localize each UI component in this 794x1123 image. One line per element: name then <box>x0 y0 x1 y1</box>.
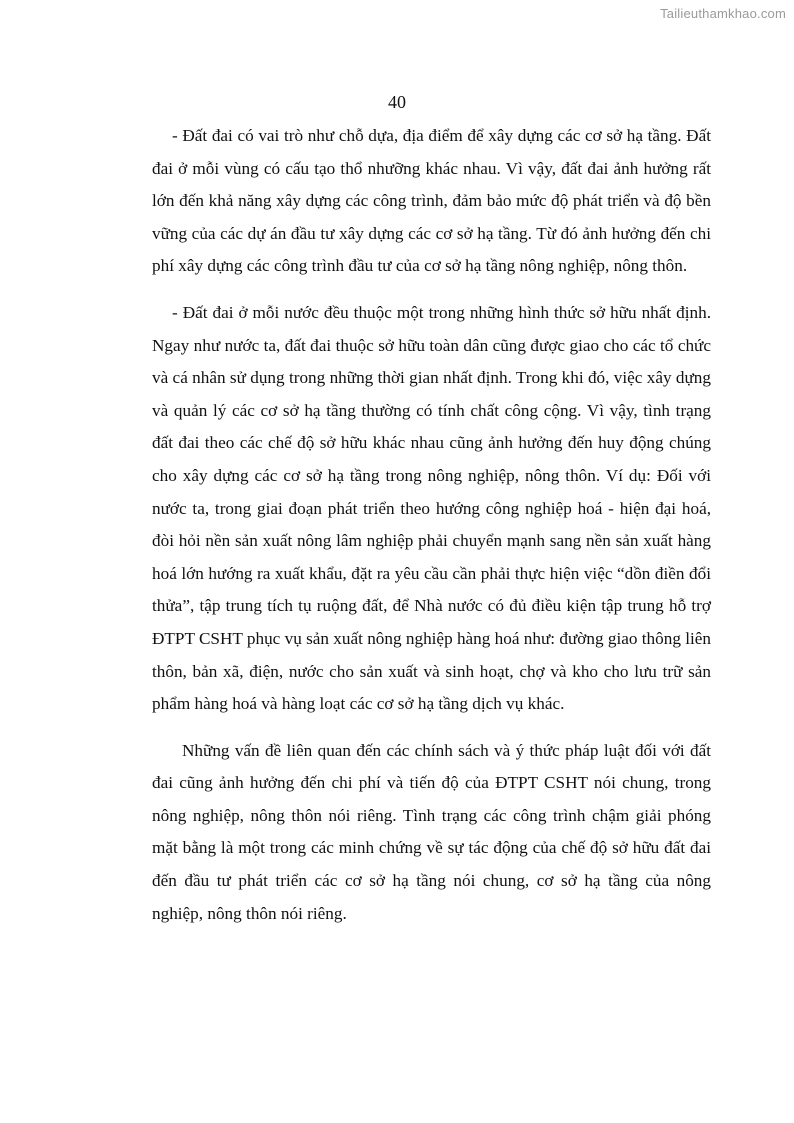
page-number: 40 <box>388 92 406 112</box>
paragraph-3: Những vấn đề liên quan đến các chính sách và ý thức pháp luật đối với đất đai cũng ảnh hưởng đến chi phí và tiến độ của ĐTPT CSHT nói chung, trong nông nghiệp, nông thôn nói riêng. Tình trạng các công trình chậm giải phóng mặt bằng là một trong các minh chứng về sự tác động của chế độ sở hữu đất đai đến đầu tư phát triển các cơ sở hạ tầng nói chung, cơ sở hạ tầng của nông nghiệp, nông thôn nói riêng. <box>152 740 711 923</box>
paragraph-1: - Đất đai có vai trò như chỗ dựa, địa điểm để xây dựng các cơ sở hạ tầng. Đất đai ở mỗi vùng có cấu tạo thổ nhưỡng khác nhau. Vì vậy, đất đai ảnh hưởng rất lớn đến khả năng xây dựng các công trình, đảm bảo mức độ phát triển và độ bền vững của các dự án đầu tư xây dựng các cơ sở hạ tầng. Từ đó ảnh hưởng đến chi phí xây dựng các công trình đầu tư của cơ sở hạ tầng nông nghiệp, nông thôn. <box>152 126 711 276</box>
document-body <box>152 120 711 944</box>
watermark: Tailieuthamkhao.com <box>660 6 786 21</box>
paragraph-2: - Đất đai ở mỗi nước đều thuộc một trong những hình thức sở hữu nhất định. Ngay như nước ta, đất đai thuộc sở hữu toàn dân cũng được giao cho các tổ chức và cá nhân sử dụng trong những thời gian nhất định. Trong khi đó, việc xây dựng và quản lý các cơ sở hạ tầng thường có tính chất công cộng. Vì vậy, tình trạng đất đai theo các chế độ sở hữu khác nhau cũng ảnh hưởng đến huy động chúng cho xây dựng các cơ sở hạ tầng trong nông nghiệp, nông thôn. Ví dụ: Đối với nước ta, trong giai đoạn phát triển theo hướng công nghiệp hoá - hiện đại hoá, đòi hỏi nền sản xuất nông lâm nghiệp phải chuyển mạnh sang nền sản xuất hàng hoá lớn hướng ra xuất khẩu, đặt ra yêu cầu cần phải thực hiện việc “dồn điền đổi thửa”, tập trung tích tụ ruộng đất, để Nhà nước có đủ điều kiện tập trung hỗ trợ ĐTPT CSHT phục vụ sản xuất nông nghiệp hàng hoá như: đường giao thông liên thôn, bản xã, điện, nước cho sản xuất và sinh hoạt, chợ và kho cho lưu trữ sản phẩm hàng hoá và hàng loạt các cơ sở hạ tầng dịch vụ khác. <box>152 302 711 714</box>
